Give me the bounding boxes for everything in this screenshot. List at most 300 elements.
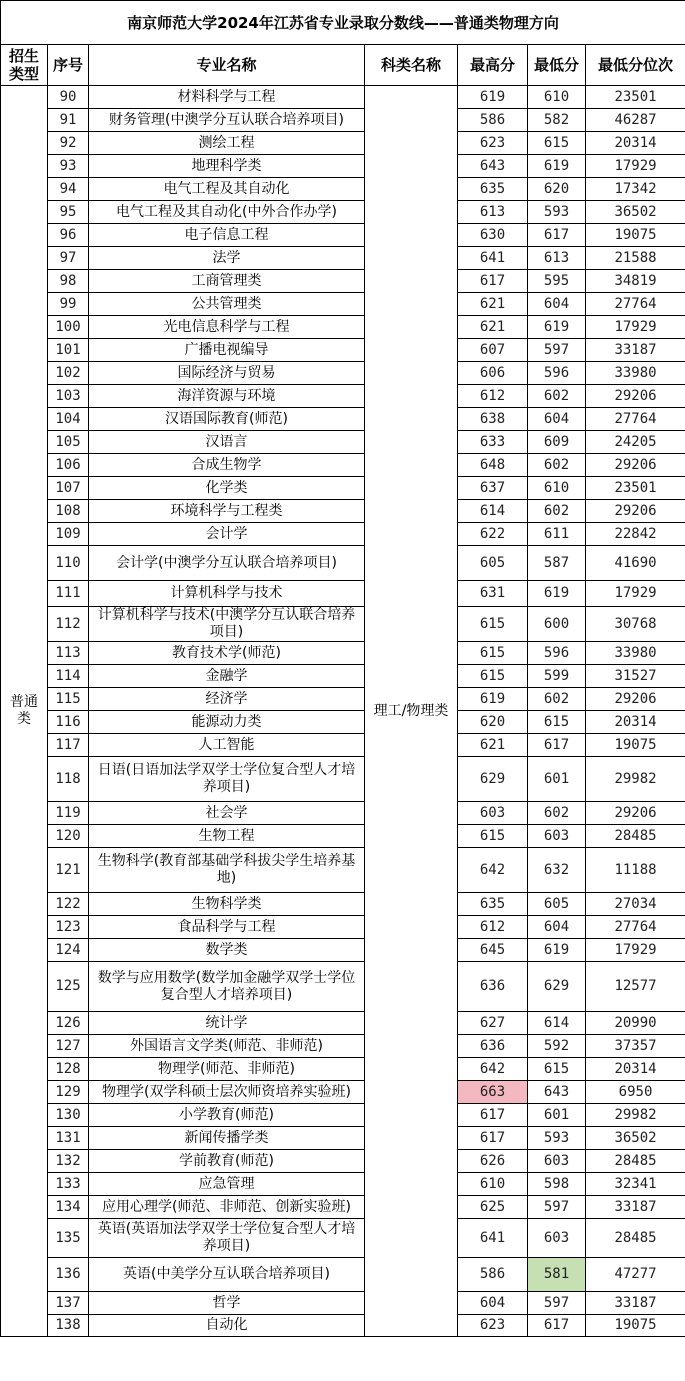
max-score-cell: 630 <box>458 224 528 247</box>
seq-cell: 111 <box>48 581 89 607</box>
seq-cell: 116 <box>48 711 89 734</box>
table-row <box>1 825 685 848</box>
major-name-cell: 电气工程及其自动化 <box>89 178 365 201</box>
min-score-cell: 605 <box>528 893 586 916</box>
max-score-cell: 620 <box>458 711 528 734</box>
min-score-cell: 643 <box>528 1081 586 1104</box>
min-score-cell: 593 <box>528 201 586 224</box>
min-score-cell: 604 <box>528 916 586 939</box>
seq-cell: 95 <box>48 201 89 224</box>
table-row <box>1 1081 685 1104</box>
min-score-cell: 603 <box>528 1150 586 1173</box>
max-score-cell: 636 <box>458 1035 528 1058</box>
max-score-cell: 633 <box>458 431 528 454</box>
min-rank-cell: 32341 <box>586 1173 685 1196</box>
min-rank-cell: 27764 <box>586 293 685 316</box>
min-rank-cell: 21588 <box>586 247 685 270</box>
table-row <box>1 247 685 270</box>
seq-cell: 107 <box>48 477 89 500</box>
min-rank-cell: 19075 <box>586 224 685 247</box>
seq-cell: 105 <box>48 431 89 454</box>
seq-cell: 122 <box>48 893 89 916</box>
min-score-cell: 602 <box>528 385 586 408</box>
min-score-cell: 619 <box>528 581 586 607</box>
major-name-cell: 金融学 <box>89 665 365 688</box>
max-score-cell: 631 <box>458 581 528 607</box>
min-score-cell: 602 <box>528 688 586 711</box>
major-name-cell: 数学与应用数学(数学加金融学双学士学位复合型人才培养项目) <box>89 962 365 1012</box>
min-score-cell: 615 <box>528 711 586 734</box>
table-row <box>1 734 685 757</box>
seq-cell: 120 <box>48 825 89 848</box>
seq-cell: 124 <box>48 939 89 962</box>
max-score-cell: 623 <box>458 1315 528 1337</box>
table-row <box>1 454 685 477</box>
table-row <box>1 1196 685 1219</box>
max-score-cell: 625 <box>458 1196 528 1219</box>
min-score-cell: 617 <box>528 224 586 247</box>
min-rank-cell: 20314 <box>586 1058 685 1081</box>
min-rank-cell: 41690 <box>586 546 685 581</box>
table-row <box>1 293 685 316</box>
min-rank-cell: 31527 <box>586 665 685 688</box>
header-max-score: 最高分 <box>458 45 528 86</box>
table-row <box>1 178 685 201</box>
table-row <box>1 916 685 939</box>
seq-cell: 137 <box>48 1292 89 1315</box>
major-name-cell: 日语(日语加法学双学士学位复合型人才培养项目) <box>89 757 365 802</box>
max-score-cell: 619 <box>458 688 528 711</box>
table-row <box>1 1127 685 1150</box>
min-score-cell: 617 <box>528 1315 586 1337</box>
max-score-cell: 613 <box>458 201 528 224</box>
seq-cell: 138 <box>48 1315 89 1337</box>
min-rank-cell: 20314 <box>586 132 685 155</box>
max-score-cell: 638 <box>458 408 528 431</box>
major-name-cell: 工商管理类 <box>89 270 365 293</box>
seq-cell: 91 <box>48 109 89 132</box>
min-score-cell: 597 <box>528 1196 586 1219</box>
major-name-cell: 广播电视编导 <box>89 339 365 362</box>
major-name-cell: 统计学 <box>89 1012 365 1035</box>
min-score-cell: 604 <box>528 293 586 316</box>
major-name-cell: 英语(英语加法学双学士学位复合型人才培养项目) <box>89 1219 365 1258</box>
min-score-cell: 610 <box>528 86 586 109</box>
min-rank-cell: 17929 <box>586 155 685 178</box>
min-rank-cell: 17929 <box>586 939 685 962</box>
major-name-cell: 生物科学(教育部基础学科拔尖学生培养基地) <box>89 848 365 893</box>
seq-cell: 127 <box>48 1035 89 1058</box>
max-score-cell: 617 <box>458 1127 528 1150</box>
seq-cell: 121 <box>48 848 89 893</box>
min-score-cell: 598 <box>528 1173 586 1196</box>
max-score-cell: 643 <box>458 155 528 178</box>
table-row <box>1 408 685 431</box>
min-rank-cell: 28485 <box>586 1219 685 1258</box>
table-row <box>1 316 685 339</box>
table-row <box>1 339 685 362</box>
seq-cell: 117 <box>48 734 89 757</box>
min-rank-cell: 24205 <box>586 431 685 454</box>
major-name-cell: 电子信息工程 <box>89 224 365 247</box>
min-rank-cell: 37357 <box>586 1035 685 1058</box>
min-score-cell: 611 <box>528 523 586 546</box>
max-score-cell: 642 <box>458 1058 528 1081</box>
seq-cell: 126 <box>48 1012 89 1035</box>
min-rank-cell: 29206 <box>586 802 685 825</box>
min-rank-cell: 36502 <box>586 1127 685 1150</box>
table-body <box>1 86 685 1337</box>
table-row <box>1 155 685 178</box>
min-rank-cell: 33187 <box>586 1196 685 1219</box>
min-score-cell: 615 <box>528 132 586 155</box>
table-row <box>1 1104 685 1127</box>
major-name-cell: 会计学(中澳学分互认联合培养项目) <box>89 546 365 581</box>
admission-type-cell: 普通类 <box>1 86 48 1337</box>
table-row <box>1 109 685 132</box>
seq-cell: 101 <box>48 339 89 362</box>
min-rank-cell: 12577 <box>586 962 685 1012</box>
min-score-cell: 610 <box>528 477 586 500</box>
seq-cell: 94 <box>48 178 89 201</box>
min-score-cell: 632 <box>528 848 586 893</box>
min-rank-cell: 20990 <box>586 1012 685 1035</box>
table-row <box>1 665 685 688</box>
min-rank-cell: 29206 <box>586 454 685 477</box>
major-name-cell: 自动化 <box>89 1315 365 1337</box>
seq-cell: 93 <box>48 155 89 178</box>
min-rank-cell: 33187 <box>586 339 685 362</box>
max-score-cell: 642 <box>458 848 528 893</box>
min-score-cell: 599 <box>528 665 586 688</box>
min-score-cell: 603 <box>528 1219 586 1258</box>
major-name-cell: 汉语言 <box>89 431 365 454</box>
min-score-cell: 614 <box>528 1012 586 1035</box>
table-row <box>1 757 685 802</box>
major-name-cell: 经济学 <box>89 688 365 711</box>
min-score-cell: 595 <box>528 270 586 293</box>
header-min-score: 最低分 <box>528 45 586 86</box>
table-row <box>1 1035 685 1058</box>
seq-cell: 100 <box>48 316 89 339</box>
max-score-cell: 614 <box>458 500 528 523</box>
table-row <box>1 270 685 293</box>
min-score-cell: 596 <box>528 642 586 665</box>
max-score-cell: 626 <box>458 1150 528 1173</box>
major-name-cell: 人工智能 <box>89 734 365 757</box>
max-score-cell: 648 <box>458 454 528 477</box>
major-name-cell: 能源动力类 <box>89 711 365 734</box>
major-name-cell: 计算机科学与技术 <box>89 581 365 607</box>
min-rank-cell: 6950 <box>586 1081 685 1104</box>
major-name-cell: 外国语言文学类(师范、非师范) <box>89 1035 365 1058</box>
min-score-cell: 601 <box>528 1104 586 1127</box>
major-name-cell: 应急管理 <box>89 1173 365 1196</box>
header-seq: 序号 <box>48 45 89 86</box>
min-rank-cell: 17342 <box>586 178 685 201</box>
min-score-cell: 593 <box>528 1127 586 1150</box>
min-score-cell: 619 <box>528 939 586 962</box>
max-score-cell: 610 <box>458 1173 528 1196</box>
max-score-cell: 622 <box>458 523 528 546</box>
min-rank-cell: 23501 <box>586 86 685 109</box>
major-name-cell: 英语(中美学分互认联合培养项目) <box>89 1258 365 1292</box>
major-name-cell: 测绘工程 <box>89 132 365 155</box>
major-name-cell: 财务管理(中澳学分互认联合培养项目) <box>89 109 365 132</box>
major-name-cell: 数学类 <box>89 939 365 962</box>
max-score-cell: 586 <box>458 109 528 132</box>
major-name-cell: 计算机科学与技术(中澳学分互认联合培养项目) <box>89 607 365 642</box>
min-rank-cell: 19075 <box>586 734 685 757</box>
seq-cell: 104 <box>48 408 89 431</box>
min-score-cell: 602 <box>528 802 586 825</box>
table-row <box>1 962 685 1012</box>
seq-cell: 109 <box>48 523 89 546</box>
min-score-cell: 596 <box>528 362 586 385</box>
min-score-cell: 619 <box>528 316 586 339</box>
seq-cell: 123 <box>48 916 89 939</box>
seq-cell: 133 <box>48 1173 89 1196</box>
seq-cell: 132 <box>48 1150 89 1173</box>
header-major: 专业名称 <box>89 45 365 86</box>
min-rank-cell: 30768 <box>586 607 685 642</box>
seq-cell: 130 <box>48 1104 89 1127</box>
seq-cell: 115 <box>48 688 89 711</box>
table-row <box>1 523 685 546</box>
major-name-cell: 化学类 <box>89 477 365 500</box>
min-rank-cell: 27764 <box>586 408 685 431</box>
major-name-cell: 地理科学类 <box>89 155 365 178</box>
max-score-cell: 615 <box>458 642 528 665</box>
min-rank-cell: 33980 <box>586 642 685 665</box>
min-rank-cell: 11188 <box>586 848 685 893</box>
seq-cell: 135 <box>48 1219 89 1258</box>
min-rank-cell: 27764 <box>586 916 685 939</box>
max-score-cell: 621 <box>458 293 528 316</box>
table-row <box>1 546 685 581</box>
seq-cell: 97 <box>48 247 89 270</box>
seq-cell: 131 <box>48 1127 89 1150</box>
table-row <box>1 642 685 665</box>
max-score-cell: 635 <box>458 178 528 201</box>
table-row <box>1 224 685 247</box>
max-score-cell: 627 <box>458 1012 528 1035</box>
table-row <box>1 86 685 109</box>
table-row <box>1 1258 685 1292</box>
min-rank-cell: 47277 <box>586 1258 685 1292</box>
seq-cell: 106 <box>48 454 89 477</box>
table-row <box>1 848 685 893</box>
seq-cell: 134 <box>48 1196 89 1219</box>
seq-cell: 110 <box>48 546 89 581</box>
table-row <box>1 802 685 825</box>
header-row <box>1 45 685 86</box>
table-row <box>1 1219 685 1258</box>
min-score-cell: 581 <box>528 1258 586 1292</box>
major-name-cell: 会计学 <box>89 523 365 546</box>
table-row <box>1 431 685 454</box>
min-rank-cell: 33980 <box>586 362 685 385</box>
max-score-cell: 641 <box>458 247 528 270</box>
table-row <box>1 1173 685 1196</box>
min-rank-cell: 22842 <box>586 523 685 546</box>
max-score-cell: 586 <box>458 1258 528 1292</box>
seq-cell: 136 <box>48 1258 89 1292</box>
min-rank-cell: 28485 <box>586 1150 685 1173</box>
major-name-cell: 生物工程 <box>89 825 365 848</box>
max-score-cell: 641 <box>458 1219 528 1258</box>
max-score-cell: 606 <box>458 362 528 385</box>
major-name-cell: 环境科学与工程类 <box>89 500 365 523</box>
seq-cell: 90 <box>48 86 89 109</box>
major-name-cell: 国际经济与贸易 <box>89 362 365 385</box>
table-row <box>1 1315 685 1337</box>
major-name-cell: 物理学(双学科硕士层次师资培养实验班) <box>89 1081 365 1104</box>
min-rank-cell: 29206 <box>586 500 685 523</box>
min-rank-cell: 33187 <box>586 1292 685 1315</box>
major-name-cell: 社会学 <box>89 802 365 825</box>
table-row <box>1 893 685 916</box>
seq-cell: 113 <box>48 642 89 665</box>
max-score-cell: 605 <box>458 546 528 581</box>
max-score-cell: 663 <box>458 1081 528 1104</box>
min-rank-cell: 29982 <box>586 1104 685 1127</box>
table-row <box>1 477 685 500</box>
min-rank-cell: 29206 <box>586 385 685 408</box>
max-score-cell: 645 <box>458 939 528 962</box>
major-name-cell: 应用心理学(师范、非师范、创新实验班) <box>89 1196 365 1219</box>
max-score-cell: 635 <box>458 893 528 916</box>
min-score-cell: 603 <box>528 825 586 848</box>
max-score-cell: 617 <box>458 270 528 293</box>
min-score-cell: 609 <box>528 431 586 454</box>
seq-cell: 119 <box>48 802 89 825</box>
seq-cell: 128 <box>48 1058 89 1081</box>
table-row <box>1 607 685 642</box>
min-rank-cell: 20314 <box>586 711 685 734</box>
min-score-cell: 602 <box>528 500 586 523</box>
max-score-cell: 604 <box>458 1292 528 1315</box>
max-score-cell: 621 <box>458 734 528 757</box>
max-score-cell: 629 <box>458 757 528 802</box>
table-row <box>1 385 685 408</box>
table-row <box>1 1012 685 1035</box>
table-row <box>1 201 685 224</box>
table-row <box>1 132 685 155</box>
max-score-cell: 623 <box>458 132 528 155</box>
max-score-cell: 615 <box>458 607 528 642</box>
min-rank-cell: 28485 <box>586 825 685 848</box>
min-rank-cell: 27034 <box>586 893 685 916</box>
min-score-cell: 604 <box>528 408 586 431</box>
min-score-cell: 615 <box>528 1058 586 1081</box>
seq-cell: 114 <box>48 665 89 688</box>
table-row <box>1 581 685 607</box>
min-rank-cell: 23501 <box>586 477 685 500</box>
table-row <box>1 362 685 385</box>
major-name-cell: 电气工程及其自动化(中外合作办学) <box>89 201 365 224</box>
seq-cell: 98 <box>48 270 89 293</box>
seq-cell: 129 <box>48 1081 89 1104</box>
major-name-cell: 物理学(师范、非师范) <box>89 1058 365 1081</box>
min-rank-cell: 36502 <box>586 201 685 224</box>
seq-cell: 112 <box>48 607 89 642</box>
min-rank-cell: 29982 <box>586 757 685 802</box>
major-name-cell: 哲学 <box>89 1292 365 1315</box>
min-score-cell: 619 <box>528 155 586 178</box>
header-admission-type: 招生类型 <box>1 45 48 86</box>
max-score-cell: 636 <box>458 962 528 1012</box>
min-score-cell: 582 <box>528 109 586 132</box>
table-row <box>1 688 685 711</box>
max-score-cell: 617 <box>458 1104 528 1127</box>
major-name-cell: 汉语国际教育(师范) <box>89 408 365 431</box>
major-name-cell: 食品科学与工程 <box>89 916 365 939</box>
major-name-cell: 新闻传播学类 <box>89 1127 365 1150</box>
max-score-cell: 621 <box>458 316 528 339</box>
max-score-cell: 619 <box>458 86 528 109</box>
min-score-cell: 629 <box>528 962 586 1012</box>
table-row <box>1 1150 685 1173</box>
major-name-cell: 教育技术学(师范) <box>89 642 365 665</box>
table-row <box>1 711 685 734</box>
max-score-cell: 612 <box>458 916 528 939</box>
seq-cell: 118 <box>48 757 89 802</box>
subject-category-cell: 理工/物理类 <box>365 86 458 1337</box>
max-score-cell: 637 <box>458 477 528 500</box>
seq-cell: 92 <box>48 132 89 155</box>
max-score-cell: 607 <box>458 339 528 362</box>
major-name-cell: 海洋资源与环境 <box>89 385 365 408</box>
max-score-cell: 603 <box>458 802 528 825</box>
max-score-cell: 615 <box>458 665 528 688</box>
major-name-cell: 生物科学类 <box>89 893 365 916</box>
min-score-cell: 597 <box>528 1292 586 1315</box>
min-score-cell: 597 <box>528 339 586 362</box>
min-score-cell: 613 <box>528 247 586 270</box>
seq-cell: 108 <box>48 500 89 523</box>
major-name-cell: 学前教育(师范) <box>89 1150 365 1173</box>
min-rank-cell: 17929 <box>586 316 685 339</box>
min-score-cell: 600 <box>528 607 586 642</box>
min-score-cell: 601 <box>528 757 586 802</box>
seq-cell: 125 <box>48 962 89 1012</box>
seq-cell: 99 <box>48 293 89 316</box>
min-rank-cell: 46287 <box>586 109 685 132</box>
major-name-cell: 材料科学与工程 <box>89 86 365 109</box>
min-score-cell: 602 <box>528 454 586 477</box>
header-category: 科类名称 <box>365 45 458 86</box>
min-score-cell: 587 <box>528 546 586 581</box>
table-row <box>1 1058 685 1081</box>
min-rank-cell: 34819 <box>586 270 685 293</box>
major-name-cell: 光电信息科学与工程 <box>89 316 365 339</box>
max-score-cell: 612 <box>458 385 528 408</box>
table-title: 南京师范大学2024年江苏省专业录取分数线——普通类物理方向 <box>1 1 685 45</box>
major-name-cell: 小学教育(师范) <box>89 1104 365 1127</box>
max-score-cell: 615 <box>458 825 528 848</box>
min-score-cell: 592 <box>528 1035 586 1058</box>
table-row <box>1 1292 685 1315</box>
min-score-cell: 617 <box>528 734 586 757</box>
table-row <box>1 939 685 962</box>
seq-cell: 96 <box>48 224 89 247</box>
major-name-cell: 公共管理类 <box>89 293 365 316</box>
table-row <box>1 500 685 523</box>
seq-cell: 103 <box>48 385 89 408</box>
seq-cell: 102 <box>48 362 89 385</box>
min-score-cell: 620 <box>528 178 586 201</box>
